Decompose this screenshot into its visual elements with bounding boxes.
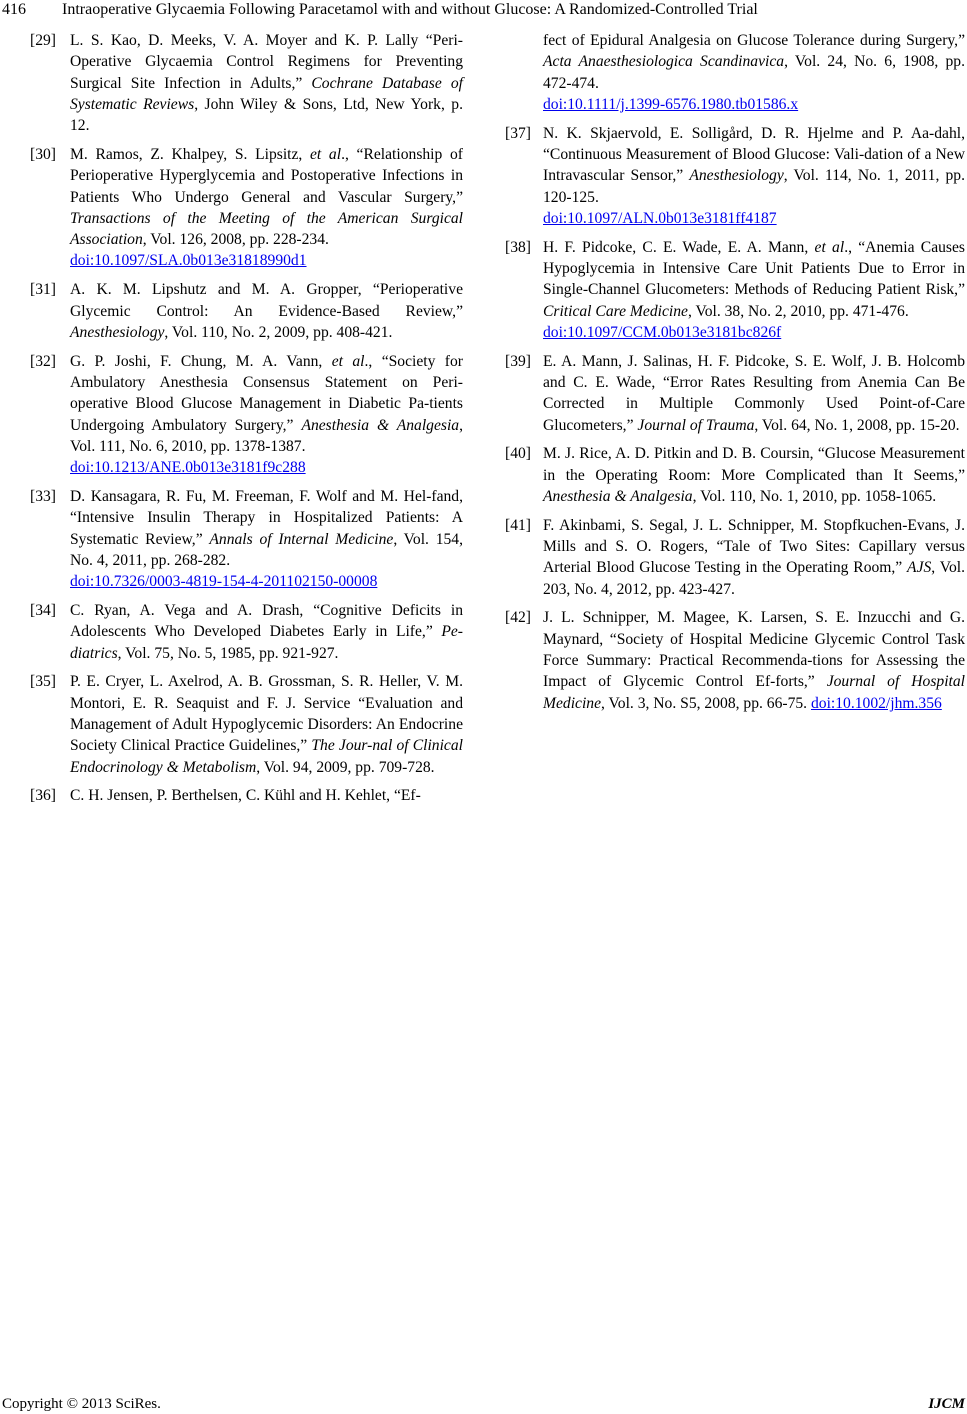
reference-text: , Vol. 203, No. 4, 2012, pp. 423-427. — [543, 559, 965, 598]
reference-label: [40] — [505, 445, 531, 463]
reference-entry — [505, 123, 965, 229]
reference-text: P. E. Cryer, L. Axelrod, A. B. Grossman, S. R. Heller, V. M. Montori, E. R. Seaquist and F. J. Service “Evaluation and Management of Adult Hypoglycemic Disorders: An Endocrine Society Clinical Practice Guidelines,” — [70, 673, 463, 755]
reference-entry — [30, 785, 463, 806]
reference-text: , Vol. 154, No. 4, 2011, pp. 268-282. — [70, 530, 463, 569]
reference-text: ., “Anemia Causes Hypoglycemia in Intensive Care Unit Patients Due to Error in Single-Channel Glucometers: Methods of Reducing Patient Risk,” — [543, 238, 965, 299]
page-footer — [2, 1396, 965, 1413]
reference-entry — [505, 515, 965, 600]
journal-title: Anesthesiology — [70, 323, 165, 341]
reference-text: , Vol. 126, 2008, pp. 228-234. — [142, 231, 329, 249]
journal-title: Cochrane Database of Systematic Reviews — [70, 74, 463, 113]
reference-text: N. K. Skjaervold, E. Solligård, D. R. Hjelme and P. Aa-dahl, “Continuous Measurement of Blood Glucose: Vali-dation of a New Intravascular Sensor,” — [543, 124, 965, 185]
reference-label: [37] — [505, 124, 531, 142]
reference-text: , Vol. 64, No. 1, 2008, pp. 15-20. — [754, 416, 960, 434]
reference-text: G. P. Joshi, F. Chung, M. A. Vann, — [70, 352, 332, 370]
reference-entry — [505, 351, 965, 436]
references-left-column — [30, 30, 463, 814]
reference-entry — [30, 600, 463, 664]
reference-label: [31] — [30, 281, 56, 299]
journal-title: Journal of Trauma — [637, 416, 755, 434]
reference-text: H. F. Pidcoke, C. E. Wade, E. A. Mann, — [543, 238, 815, 256]
reference-label: [38] — [505, 238, 531, 256]
reference-entry — [505, 443, 965, 507]
journal-title: Anesthesiology — [689, 167, 784, 185]
copyright: Copyright © 2013 SciRes. — [2, 1396, 161, 1412]
reference-label: [36] — [30, 787, 56, 805]
reference-entry — [30, 486, 463, 592]
reference-label: [41] — [505, 516, 531, 534]
reference-text: , Vol. 3, No. S5, 2008, pp. 66-75. — [601, 694, 811, 712]
journal-abbrev: IJCM — [928, 1396, 965, 1412]
reference-label: [42] — [505, 609, 531, 627]
reference-text: D. Kansagara, R. Fu, M. Freeman, F. Wolf and M. Hel-fand, “Intensive Insulin Therapy in Hospitalized Patients: A Systematic Review,” — [70, 487, 463, 548]
doi-link[interactable]: doi:10.1213/ANE.0b013e3181f9c288 — [70, 459, 306, 477]
reference-label: [33] — [30, 487, 56, 505]
journal-title: et al — [331, 352, 365, 370]
reference-entry — [30, 671, 463, 777]
reference-text: , Vol. 111, No. 6, 2010, pp. 1378-1387. — [70, 416, 464, 455]
doi-link[interactable]: doi:10.7326/0003-4819-154-4-201102150-00008 — [70, 573, 378, 591]
reference-label: [35] — [30, 673, 56, 691]
reference-entry — [505, 607, 965, 713]
reference-text: C. H. Jensen, P. Berthelsen, C. Kühl and H. Kehlet, “Ef- — [70, 787, 421, 805]
reference-text: , Vol. 110, No. 2, 2009, pp. 408-421. — [164, 323, 393, 341]
doi-link[interactable]: doi:10.1097/ALN.0b013e3181ff4187 — [543, 209, 777, 227]
references-right-column — [505, 30, 965, 721]
reference-label: [39] — [505, 352, 531, 370]
journal-title: Journal of Hospital Medicine — [543, 673, 965, 712]
reference-text: , Vol. 75, No. 5, 1985, pp. 921-927. — [117, 644, 339, 662]
doi-link[interactable]: doi:10.1002/jhm.356 — [810, 694, 942, 712]
reference-entry — [505, 30, 965, 115]
journal-title: Annals of Internal Medicine — [209, 530, 394, 548]
running-title: Intraoperative Glycaemia Following Paracetamol with and without Glucose: A Randomized-Controlled Trial — [62, 1, 758, 18]
reference-text: F. Akinbami, S. Segal, J. L. Schnipper, M. Stopfkuchen-Evans, J. Mills and S. O. Rogers, “Tale of Two Sites: Capillary versus Arterial Blood Glucose Testing in the Operating Room,” — [543, 516, 965, 577]
journal-title: AJS — [907, 559, 932, 577]
reference-text: A. K. M. Lipshutz and M. A. Gropper, “Perioperative Glycemic Control: An Evidence-Based Review,” — [70, 281, 463, 320]
journal-title: Critical Care Medicine — [543, 302, 688, 320]
reference-label: [34] — [30, 601, 56, 619]
reference-label: [30] — [30, 145, 56, 163]
reference-text: ., “Relationship of Perioperative Hyperglycemia and Postoperative Infections in Patients Who Undergo General and Vascular Surgery,” — [70, 145, 463, 206]
journal-title: Anesthesia & Analgesia — [301, 416, 460, 434]
journal-title: Transactions of the Meeting of the American Surgical Association — [70, 209, 463, 249]
running-header — [0, 0, 967, 24]
reference-text: , John Wiley & Sons, Ltd, New York, p. 12. — [70, 95, 463, 135]
reference-entry — [30, 144, 463, 272]
journal-title: Acta Anaesthesiologica Scandinavica — [543, 53, 785, 71]
doi-link[interactable]: doi:10.1097/CCM.0b013e3181bc826f — [543, 323, 782, 341]
page-number: 416 — [2, 1, 26, 18]
reference-text: fect of Epidural Analgesia on Glucose Tolerance during Surgery,” — [543, 32, 965, 49]
journal-title: Pe-diatrics — [70, 623, 463, 662]
reference-text: E. A. Mann, J. Salinas, H. F. Pidcoke, S. E. Wolf, J. B. Holcomb and C. E. Wade, “Error Rates Resulting from Anemia Can Be Corrected in Multiple Commonly Used Point-of-Care Glucometers,” — [543, 352, 965, 434]
reference-entry — [30, 351, 463, 479]
reference-entry — [505, 237, 965, 343]
reference-text: C. Ryan, A. Vega and A. Drash, “Cognitive Deficits in Adolescents Who Developed Diabetes Early in Life,” — [70, 601, 463, 641]
reference-text: , Vol. 94, 2009, pp. 709-728. — [256, 758, 435, 776]
reference-text: L. S. Kao, D. Meeks, V. A. Moyer and K. P. Lally “Peri-Operative Glycaemia Control Regimens for Preventing Surgical Site Infection in Adults,” — [70, 32, 463, 92]
reference-text: ., “Society for Ambulatory Anesthesia Consensus Statement on Peri-operative Blood Glucose Management in Diabetic Pa-tients Undergoing Ambulatory Surgery,” — [70, 352, 463, 434]
reference-text: , Vol. 24, No. 6, 1908, pp. 472-474. — [543, 53, 965, 92]
reference-text: , Vol. 114, No. 1, 2011, pp. 120-125. — [543, 167, 965, 206]
journal-title: et al — [310, 145, 342, 163]
journal-title: et al — [814, 238, 845, 256]
reference-label: [32] — [30, 352, 56, 370]
journal-title: Anesthesia & Analgesia — [543, 487, 693, 505]
reference-text: M. J. Rice, A. D. Pitkin and D. B. Coursin, “Glucose Measurement in the Operating Room: More Complicated than It Seems,” — [543, 445, 965, 484]
reference-text: , Vol. 110, No. 1, 2010, pp. 1058-1065. — [692, 487, 937, 505]
reference-text: M. Ramos, Z. Khalpey, S. Lipsitz, — [70, 145, 310, 163]
reference-text: , Vol. 38, No. 2, 2010, pp. 471-476. — [687, 302, 909, 320]
reference-entry — [30, 279, 463, 343]
reference-entry — [30, 30, 463, 136]
reference-text: J. L. Schnipper, M. Magee, K. Larsen, S. E. Inzucchi and G. Maynard, “Society of Hospital Medicine Glycemic Control Task Force Summary: Practical Recommenda-tions for Assessing the Impact of Glycemic Control Ef-forts,” — [543, 609, 965, 691]
doi-link[interactable]: doi:10.1097/SLA.0b013e31818990d1 — [70, 252, 307, 270]
doi-link[interactable]: doi:10.1111/j.1399-6576.1980.tb01586.x — [543, 95, 799, 113]
reference-label: [29] — [30, 32, 56, 49]
journal-title: The Jour-nal of Clinical Endocrinology & Metabolism — [70, 737, 463, 776]
